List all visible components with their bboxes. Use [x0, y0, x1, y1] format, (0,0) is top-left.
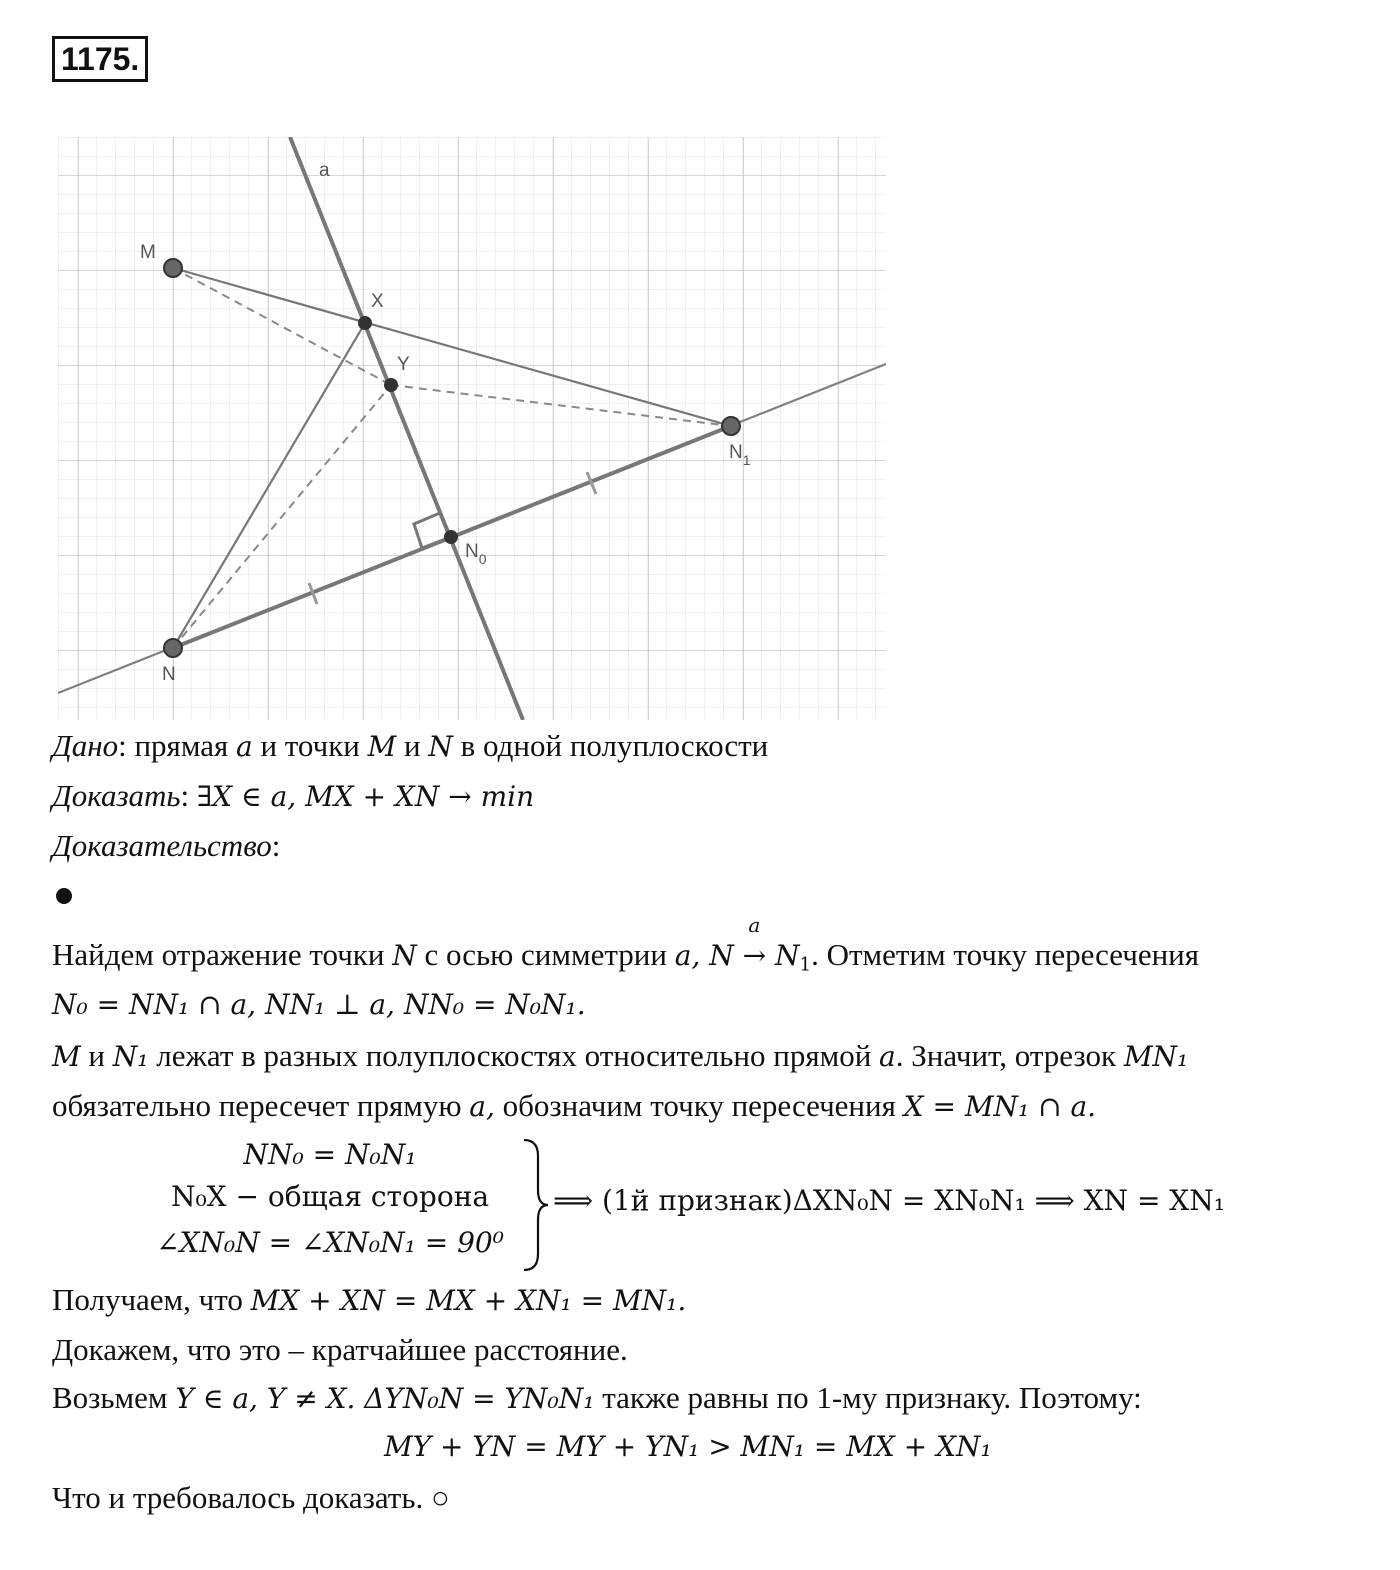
system-eq-1: NN₀ = N₀N₁: [243, 1138, 417, 1171]
proof-para-5: Получаем, что MX + XN = MX + XN₁ = MN₁.: [52, 1282, 687, 1317]
proof-label: Доказательство:: [52, 828, 281, 863]
system-eq-3: ∠XN₀N = ∠XN₀N₁ = 90⁰: [156, 1226, 504, 1259]
label-N: N: [162, 664, 176, 685]
system-brace: [520, 1138, 550, 1272]
point-N1: [722, 417, 740, 435]
label-N0: $N_0$: [465, 541, 487, 567]
conclusion: Что и требовалось доказать. ○: [52, 1480, 450, 1515]
final-inequality: MY + YN = MY + YN₁ > MN₁ = MX + XN₁: [384, 1430, 992, 1463]
prove-line: Доказать: ∃X ∈ a, MX + XN → min: [52, 778, 535, 813]
label-a: a: [319, 160, 330, 181]
proof-para-7: Возьмем Y ∈ a, Y ≠ X. ΔYN₀N = YN₀N₁ также равны по 1-му признаку. Поэтому:: [52, 1380, 1142, 1415]
proof-para-4: обязательно пересечет прямую a, обозначим точку пересечения X = MN₁ ∩ a.: [52, 1088, 1097, 1123]
system-result: ⟹ (1й признак)ΔXN₀N = XN₀N₁ ⟹ XN = XN₁: [553, 1184, 1225, 1217]
bullet: [56, 888, 72, 904]
given-line: Дано: прямая a и точки M и N в одной полуплоскости: [52, 728, 769, 763]
point-N0: [444, 530, 458, 544]
geometry-figure: [0, 0, 900, 730]
proof-para-3: M и N₁ лежат в разных полуплоскостях относительно прямой a. Значит, отрезок MN₁: [52, 1038, 1189, 1073]
point-X: [358, 316, 372, 330]
point-Y: [384, 378, 398, 392]
label-X: X: [371, 291, 384, 312]
proof-para-1: Найдем отражение точки N с осью симметрии a, N a → $N_1$. Отметим точку пересечения: [52, 913, 1200, 976]
problem-number: 1175.: [52, 36, 148, 82]
label-Y: Y: [397, 354, 410, 375]
point-M: [164, 259, 182, 277]
label-N1: $N_1$: [729, 442, 751, 468]
system-eq-2: N₀X − общая сторона: [170, 1180, 490, 1213]
proof-para-6: Докажем, что это – кратчайшее расстояние.: [52, 1332, 628, 1367]
label-M: M: [140, 242, 156, 263]
proof-para-2: N₀ = NN₁ ∩ a, NN₁ ⊥ a, NN₀ = N₀N₁.: [52, 988, 586, 1021]
point-N: [164, 639, 182, 657]
